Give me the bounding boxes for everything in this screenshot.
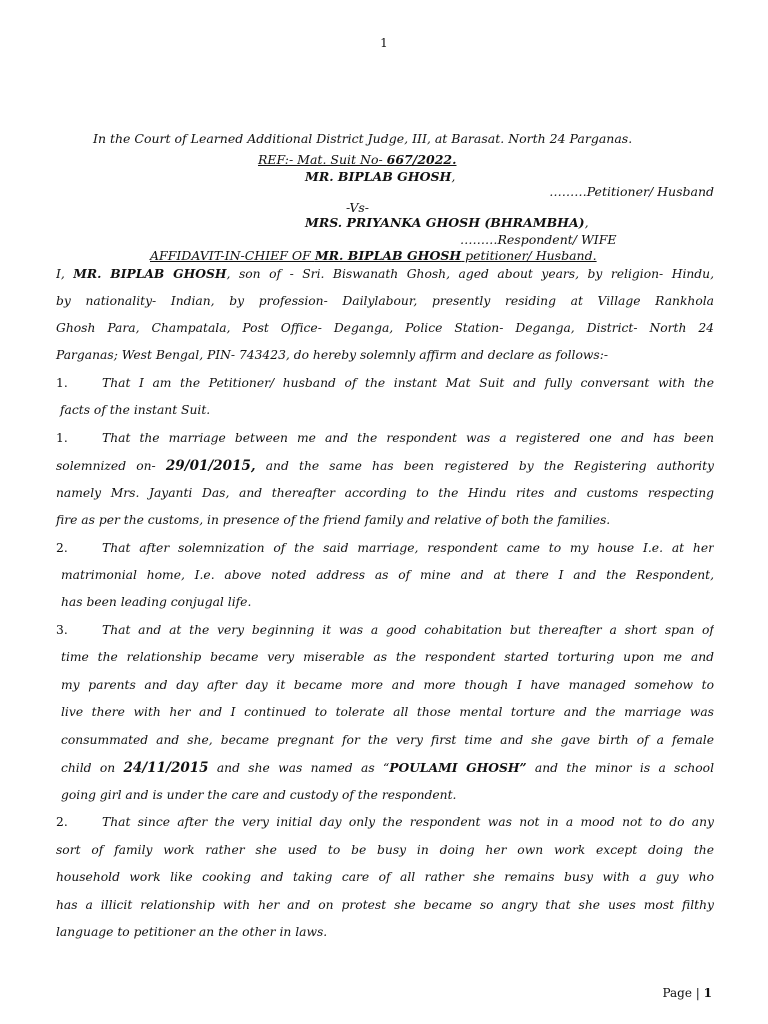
affidavit-suffix: petitioner/ Husband. [461,248,597,263]
para-2-line-2: solemnized on- 29/01/2015, and the same has been registered by the Registering authority [56,458,714,474]
para-3-line-3: has been leading conjugal life. [61,595,252,609]
para-4-line-7: going girl and is under the care and custody of the respondent. [61,788,457,802]
para-2-line-3: namely Mrs. Jayanti Das, and thereafter according to the Hindu rites and customs respecting [56,486,714,500]
respondent-role: ………Respondent/ WIFE [460,232,617,247]
marriage-date: 29/01/2015, [165,458,256,474]
para-5-line-5: language to petitioner an the other in laws. [56,925,328,939]
petitioner-line [305,169,455,184]
reference-line [258,152,456,167]
affidavit-prefix: AFFIDAVIT-IN-CHIEF OF [150,248,315,263]
para-5-line-3: household work like cooking and taking care of all rather she remains busy with a guy who [56,870,714,884]
reference-prefix: REF:- Mat. Suit No- [258,152,387,167]
para-1-line-1: 1. That I am the Petitioner/ husband of the instant Mat Suit and fully conversant with the [56,376,714,390]
para-2-line-4: fire as per the customs, in presence of the friend family and relative of both the families. [56,513,611,527]
para-5-line-4: has a illicit relationship with her and on protest she became so angry that she uses most filthy [56,898,714,912]
child-name: POULAMI GHOSH” [389,760,527,775]
deponent-name: MR. BIPLAB GHOSH [73,266,227,281]
versus-label: -Vs- [346,200,369,215]
para-4-line-5: consummated and she, became pregnant for the very first time and she gave birth of a female [61,733,714,747]
page-number-top: 1 [380,36,388,50]
para-4-line-1: 3. That and at the very beginning it was a good cohabitation but thereafter a short span of [56,623,714,637]
para-4-number: 3. [56,623,68,637]
respondent-name: MRS. PRIYANKA GHOSH (BHRAMBHA) [305,215,585,230]
para-1-line-2: facts of the instant Suit. [60,403,211,417]
para-3-line-2: matrimonial home, I.e. above noted address as of mine and at there I and the Respondent, [61,568,714,582]
intro-line-4: Parganas; West Bengal, PIN- 743423, do hereby solemnly affirm and declare as follows:- [56,348,609,362]
footer-page-number: 1 [703,986,712,1000]
para-3-line-1: 2. That after solemnization of the said marriage, respondent came to my house I.e. at her [56,541,714,555]
para-4-line-6: child on 24/11/2015 and she was named as “POULAMI GHOSH” and the minor is a school [61,760,714,776]
para-5-line-1: 2. That since after the very initial day only the respondent was not in a mood not to do any [56,815,714,829]
affidavit-name: MR. BIPLAB GHOSH [314,248,462,263]
respondent-line [305,215,589,230]
reference-number: 667/2022. [386,152,457,167]
para-5-line-2: sort of family work rather she used to be busy in doing her own work except doing the [56,843,714,857]
para-3-number: 2. [56,541,68,555]
respondent-comma: , [584,215,589,230]
petitioner-role: ………Petitioner/ Husband [549,184,714,199]
para-2-line-1: 1. That the marriage between me and the respondent was a registered one and has been [56,431,714,445]
para-2-number: 1. [56,431,68,445]
petitioner-name: MR. BIPLAB GHOSH [305,169,452,184]
court-heading: In the Court of Learned Additional District Judge, III, at Barasat. North 24 Parganas. [93,131,633,146]
child-birth-date: 24/11/2015 [123,760,209,776]
footer-page-label: Page [662,986,692,1000]
intro-line-1: I, MR. BIPLAB GHOSH, son of - Sri. Biswanath Ghosh, aged about years, by religion- Hindu, [56,266,714,281]
para-1-number: 1. [56,376,68,390]
intro-line-2: by nationality- Indian, by profession- Dailylabour, presently residing at Village Rankhola [56,294,714,308]
page-footer [662,986,712,1000]
petitioner-comma: , [451,169,456,184]
para-5-number: 2. [56,815,68,829]
para-4-line-3: my parents and day after day it became more and more though I have managed somehow to [61,678,714,692]
affidavit-title [150,248,597,263]
footer-separator: | [691,986,704,1000]
intro-line-3: Ghosh Para, Champatala, Post Office- Deganga, Police Station- Deganga, District- North 24 [56,321,714,335]
para-4-line-2: time the relationship became very miserable as the respondent started torturing upon me and [61,650,714,664]
para-4-line-4: live there with her and I continued to tolerate all those mental torture and the marriage was [61,705,714,719]
